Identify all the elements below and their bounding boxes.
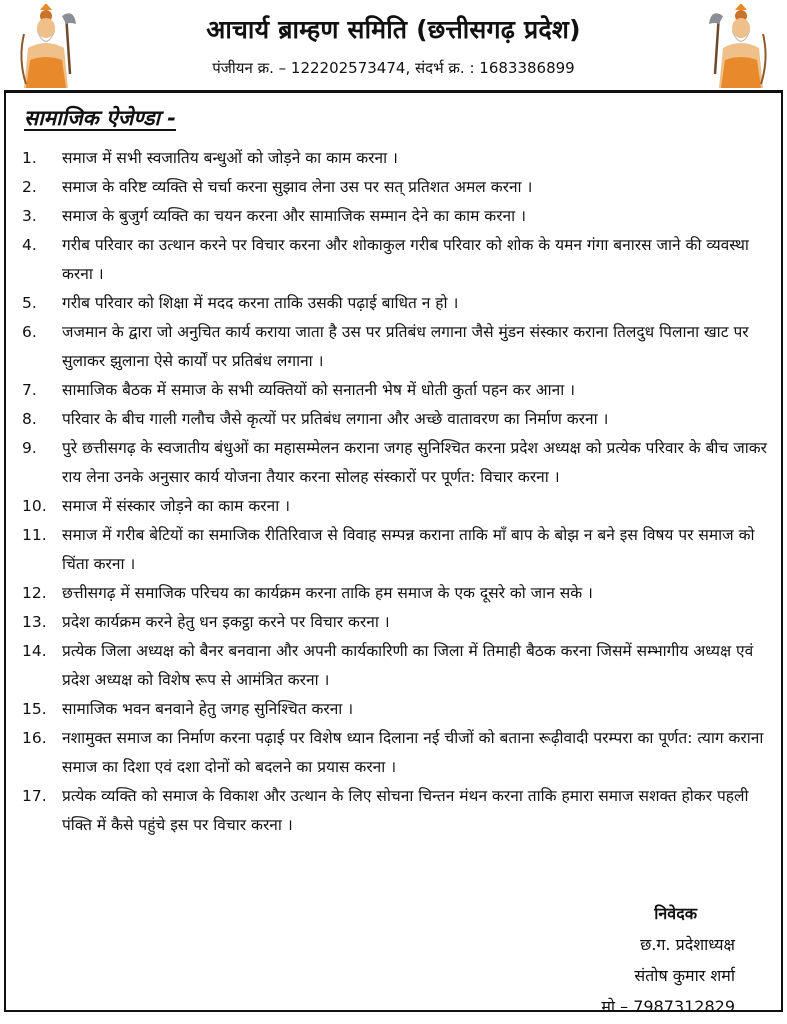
agenda-item bbox=[22, 637, 767, 695]
agenda-item-number: 11. bbox=[22, 526, 47, 544]
agenda-item bbox=[22, 521, 767, 579]
signature-name: संतोष कुमार शर्मा bbox=[634, 966, 735, 985]
agenda-item-number: 2. bbox=[22, 178, 37, 196]
agenda-item bbox=[22, 579, 767, 608]
agenda-item-text: छत्तीसगढ़ में समाजिक परिचय का कार्यक्रम करना ताकि हम समाज के एक दूसरे को जान सके । bbox=[62, 584, 593, 602]
agenda-item-text: समाज में सभी स्वजातिय बन्धुओं को जोड़ने का काम करना । bbox=[62, 149, 398, 167]
agenda-item-number: 9. bbox=[22, 439, 37, 457]
agenda-item-number: 8. bbox=[22, 410, 37, 428]
agenda-item bbox=[22, 492, 767, 521]
agenda-item-text: प्रत्येक जिला अध्यक्ष को बैनर बनवाना और अपनी कार्यकारिणी का जिला में तिमाही बैठक करना जिसमें सम्भागीय अध्यक्ष एवं प्रदेश अध्यक्ष को विशेष रूप से आमंत्रित करना । bbox=[62, 642, 754, 689]
signature-phone: मो.– 7987312829 bbox=[601, 997, 735, 1016]
agenda-item-number: 3. bbox=[22, 207, 37, 225]
agenda-item bbox=[22, 376, 767, 405]
agenda-item bbox=[22, 231, 767, 289]
agenda-item-number: 5. bbox=[22, 294, 37, 312]
agenda-item-number: 10. bbox=[22, 497, 47, 515]
agenda-item bbox=[22, 782, 767, 840]
agenda-item-text: जजमान के द्वारा जो अनुचित कार्य कराया जाता है उस पर प्रतिबंध लगाना जैसे मुंडन संस्कार कराना तिलदुध पिलाना खाट पर सुलाकर झुलाना ऐसे कार्यों पर प्रतिबंध लगाना । bbox=[62, 323, 749, 370]
agenda-item-text: नशामुक्त समाज का निर्माण करना पढ़ाई पर विशेष ध्यान दिलाना नई चीजों को बताना रूढ़ीवादी परम्परा का पूर्णत: त्याग कराना समाज का दिशा एवं दशा दोनों को बदलने का प्रयास करना । bbox=[62, 729, 764, 776]
agenda-list bbox=[22, 144, 767, 840]
cropped-footer-text bbox=[420, 1018, 717, 1024]
agenda-item-text: सामाजिक भवन बनवाने हेतु जगह सुनिश्चित करना । bbox=[62, 700, 354, 718]
agenda-item-number: 13. bbox=[22, 613, 47, 631]
agenda-item bbox=[22, 173, 767, 202]
agenda-item bbox=[22, 405, 767, 434]
signature-label: निवेदक bbox=[654, 904, 697, 923]
letterhead bbox=[0, 0, 787, 92]
agenda-item-number: 16. bbox=[22, 729, 47, 747]
agenda-item-text: गरीब परिवार को शिक्षा में मदद करना ताकि उसकी पढ़ाई बाधित न हो । bbox=[62, 294, 459, 312]
agenda-item-number: 14. bbox=[22, 642, 47, 660]
signature-block bbox=[515, 898, 735, 1022]
parshuram-deity-icon bbox=[707, 4, 771, 88]
agenda-item bbox=[22, 695, 767, 724]
agenda-item-number: 12. bbox=[22, 584, 47, 602]
agenda-item-number: 17. bbox=[22, 787, 47, 805]
agenda-item-text: प्रदेश कार्यक्रम करने हेतु धन इकट्ठा करने पर विचार करना । bbox=[62, 613, 390, 631]
parshuram-deity-icon bbox=[16, 4, 80, 88]
section-title: सामाजिक ऐजेण्डा - bbox=[24, 106, 176, 130]
agenda-item-text: परिवार के बीच गाली गलौच जैसे कृत्यों पर प्रतिबंध लगाना और अच्छे वातावरण का निर्माण करना । bbox=[62, 410, 609, 428]
agenda-item bbox=[22, 202, 767, 231]
registration-info: पंजीयन क्र. – 122202573474, संदर्भ क्र. : 1683386899 bbox=[212, 59, 575, 77]
agenda-item-text: समाज में गरीब बेटियों का समाजिक रीतिरिवाज से विवाह सम्पन्न कराना ताकि माँ बाप के बोझ न बने इस विषय पर समाज को चिंता करना । bbox=[62, 526, 755, 573]
agenda-item-text: पुरे छत्तीसगढ़ के स्वजातीय बंधुओं का महासम्मेलन कराना जगह सुनिश्चित करना प्रदेश अध्यक्ष को प्रत्येक परिवार के बीच जाकर राय लेना उनके अनुसार कार्य योजना तैयार करना सोलह संस्कारों पर पूर्णत: विचार करना । bbox=[62, 439, 767, 486]
agenda-item-number: 7. bbox=[22, 381, 37, 399]
agenda-item bbox=[22, 608, 767, 637]
agenda-item bbox=[22, 434, 767, 492]
agenda-item bbox=[22, 289, 767, 318]
agenda-item-text: गरीब परिवार का उत्थान करने पर विचार करना और शोकाकुल गरीब परिवार को शोक के यमन गंगा बनारस जाने की व्यवस्था करना । bbox=[62, 236, 749, 283]
organization-title: आचार्य ब्राम्हण समिति (छत्तीसगढ़ प्रदेश) bbox=[206, 15, 581, 44]
agenda-item bbox=[22, 144, 767, 173]
agenda-item-number: 1. bbox=[22, 149, 37, 167]
agenda-item bbox=[22, 724, 767, 782]
agenda-item-text: समाज में संस्कार जोड़ने का काम करना । bbox=[62, 497, 291, 515]
agenda-item-text: समाज के बुजुर्ग व्यक्ति का चयन करना और सामाजिक सम्मान देने का काम करना । bbox=[62, 207, 526, 225]
agenda-item-text: सामाजिक बैठक में समाज के सभी व्यक्तियों को सनातनी भेष में धोती कुर्ता पहन कर आना । bbox=[62, 381, 576, 399]
agenda-item-number: 6. bbox=[22, 323, 37, 341]
agenda-item-number: 15. bbox=[22, 700, 47, 718]
agenda-item-text: प्रत्येक व्यक्ति को समाज के विकाश और उत्थान के लिए सोचना चिन्तन मंथन करना ताकि हमारा समाज सशक्त होकर पहली पंक्ति में कैसे पहुंचे इस पर विचार करना । bbox=[62, 787, 749, 834]
agenda-item-text: समाज के वरिष्ट व्यक्ति से चर्चा करना सुझाव लेना उस पर सत् प्रतिशत अमल करना । bbox=[62, 178, 533, 196]
signature-role: छ.ग. प्रदेशाध्यक्ष bbox=[640, 935, 735, 954]
agenda-item-number: 4. bbox=[22, 236, 37, 254]
agenda-item bbox=[22, 318, 767, 376]
